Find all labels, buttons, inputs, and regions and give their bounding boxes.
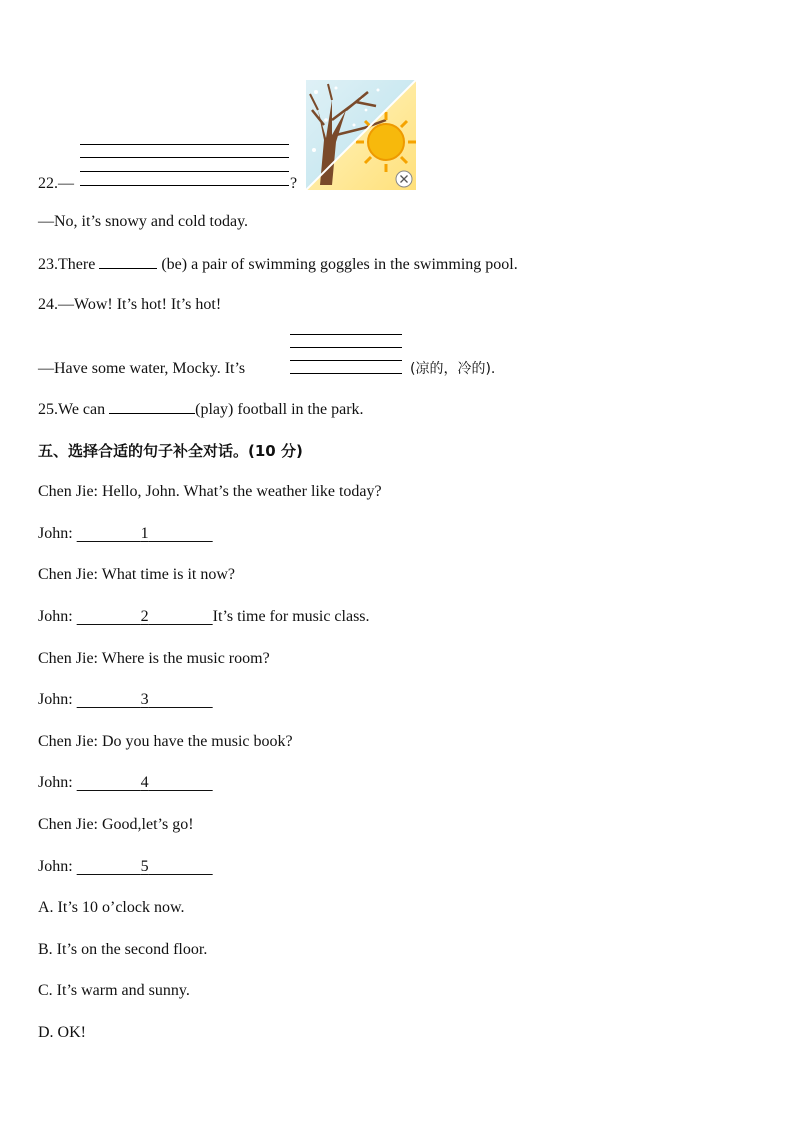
- dialogue-line-1: Chen Jie: Hello, John. What’s the weather like today?: [38, 483, 382, 500]
- q22-answer: —No, it’s snowy and cold today.: [38, 213, 249, 230]
- q25-blank[interactable]: [109, 399, 195, 414]
- option-a: A. It’s 10 o’clock now.: [38, 899, 185, 916]
- answer-blank-1[interactable]: 1: [140, 525, 149, 542]
- dialogue-line-4: John: 2 It’s time for music class.: [38, 608, 370, 625]
- q23: 23.There (be) a pair of swimming goggles in the swimming pool.: [38, 256, 518, 273]
- answer-blank-2[interactable]: 2: [140, 608, 149, 625]
- q24-line2-before: —Have some water, Mocky. It’s: [38, 360, 246, 377]
- q24-line2-after: (凉的，冷的).: [410, 361, 496, 377]
- dialogue-line-9: Chen Jie: Good,let’s go!: [38, 816, 194, 833]
- option-b: B. It’s on the second floor.: [38, 941, 208, 958]
- dialogue-line-7: Chen Jie: Do you have the music book?: [38, 733, 293, 750]
- q22-number: 22.—: [38, 175, 74, 192]
- dialogue-line-2: John: 1: [38, 524, 213, 544]
- dialogue-line-8: John: 4: [38, 773, 213, 793]
- answer-blank-4[interactable]: 4: [140, 774, 149, 791]
- q24-line1: 24.—Wow! It’s hot! It’s hot!: [38, 296, 222, 313]
- answer-blank-3[interactable]: 3: [140, 691, 149, 708]
- dialogue-line-5: Chen Jie: Where is the music room?: [38, 650, 270, 667]
- q25: 25.We can (play) football in the park.: [38, 401, 364, 418]
- answer-blank-5[interactable]: 5: [140, 858, 149, 875]
- winter-summer-picture: [306, 80, 416, 190]
- dialogue-line-10: John: 5: [38, 857, 213, 877]
- option-d: D. OK!: [38, 1024, 86, 1041]
- section5-heading: 五、选择合适的句子补全对话。(10 分): [38, 442, 303, 460]
- option-c: C. It’s warm and sunny.: [38, 982, 190, 999]
- dialogue-line-3: Chen Jie: What time is it now?: [38, 566, 236, 583]
- q22-question-mark: ?: [290, 175, 298, 192]
- winter-tree-and-sun-icon: [306, 80, 416, 190]
- q23-blank[interactable]: [99, 254, 157, 269]
- dialogue-line-6: John: 3: [38, 690, 213, 710]
